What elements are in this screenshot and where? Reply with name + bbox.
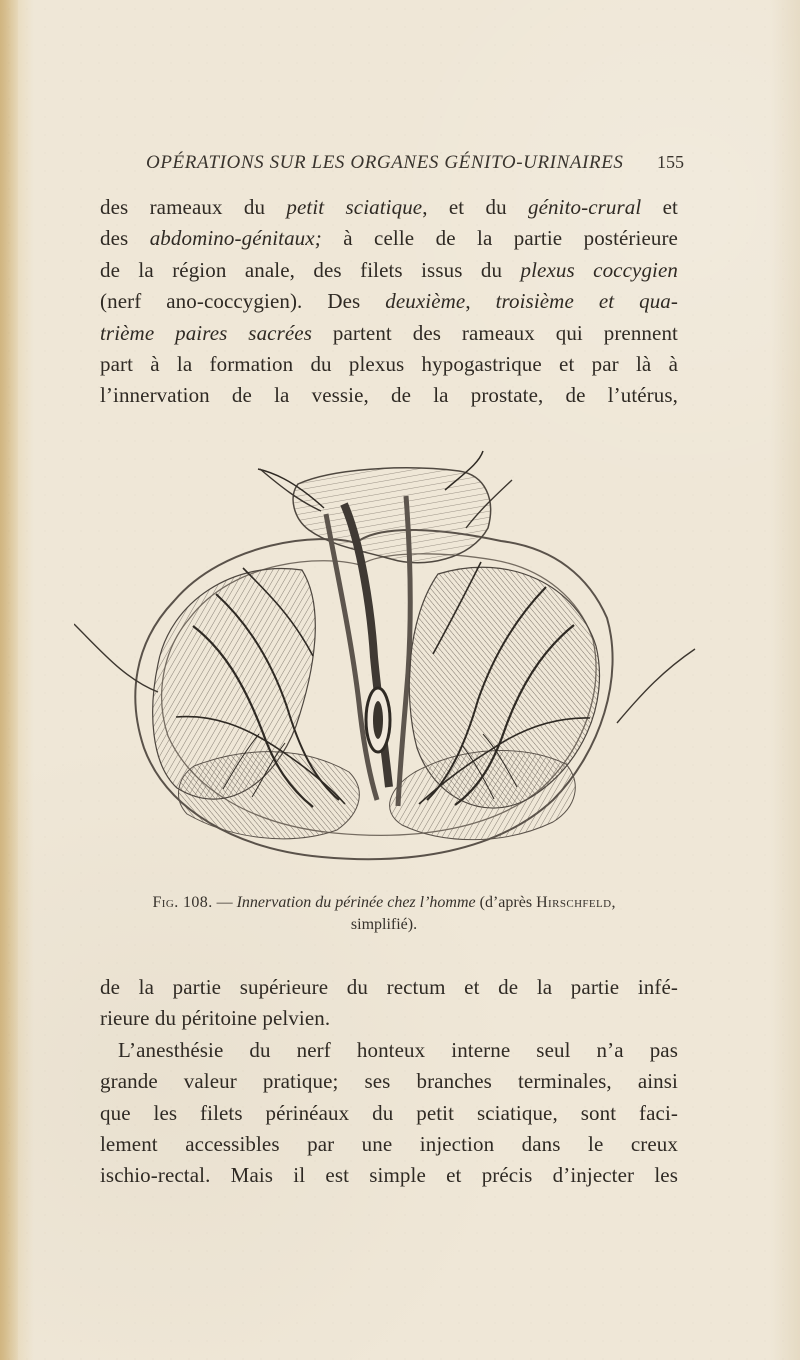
page-header [146, 152, 684, 178]
paragraph-2-line-1: de la partie supérieure du rectum et de la partie infé- [100, 975, 678, 999]
caption-line-2: simplifié). [350, 916, 418, 933]
running-head: OPÉRATIONS SUR LES ORGANES GÉNITO-URINAIRES [146, 152, 624, 173]
pointer-line-left [74, 624, 158, 692]
caption-title: Innervation du périnée chez l’homme [236, 894, 476, 911]
paragraph-1-line-3 [100, 255, 678, 286]
text-run [574, 289, 599, 313]
lower-left-region [179, 752, 360, 839]
paragraph-3-line-4: lement accessibles par une injection dans le creux [100, 1132, 678, 1157]
caption-source-prefix: (d’après [475, 894, 537, 911]
italic-text-run: troisième [495, 289, 574, 314]
lower-right-region [390, 751, 576, 840]
italic-text-run: et qua- [598, 289, 678, 314]
italic-text-run: trième paires sacrées [100, 320, 312, 345]
paragraph-3-line-3: que les filets périnéaux du petit sciatique, sont faci- [100, 1100, 678, 1125]
caption-source-suffix: , [611, 894, 616, 911]
paragraph-1-line-7: l’innervation de la vessie, de la prostate, de l’utérus, [100, 383, 678, 408]
paragraph-1 [100, 192, 678, 412]
paragraph-3-line-5: ischio-rectal. Mais il est simple et précis d’injecter les [100, 1163, 678, 1188]
figure-label: Fig. 108. [152, 894, 213, 911]
paragraph-2-line-2: rieure du péritoine pelvien. [100, 1006, 331, 1031]
paragraph-1-line-1 [100, 192, 678, 223]
paragraph-1-line-4 [100, 286, 678, 317]
caption-dash: — [212, 894, 237, 911]
text-run: des rameaux du [100, 195, 287, 219]
text-run: (nerf ano-coccygien). Des [100, 289, 386, 314]
paragraph-3-line-1: L’anesthésie du nerf honteux interne seul n’a pas [118, 1037, 678, 1062]
caption-line-1 [94, 892, 674, 914]
italic-text-run: génito-crural [528, 195, 642, 219]
text-run: , [465, 289, 496, 314]
italic-text-run: plexus coccygien [520, 257, 678, 282]
left-center-band [326, 514, 377, 800]
upper-structure [293, 468, 490, 563]
continued-text [100, 972, 678, 1192]
paragraph-3-line-2: grande valeur pratique; ses branches terminales, ainsi [100, 1069, 678, 1094]
text-run: et [641, 195, 678, 219]
text-run: , et du [422, 195, 529, 219]
paragraph-1-line-5 [100, 318, 678, 349]
anal-center [373, 701, 383, 739]
italic-text-run: petit sciatique [286, 195, 423, 219]
caption-source-name: Hirschfeld [536, 894, 612, 911]
page-edge [0, 0, 18, 1360]
innervation-illustration [74, 444, 696, 888]
pointer-line-right [617, 649, 695, 723]
text-run: des [100, 226, 150, 251]
italic-text-run: abdomino-génitaux; [149, 226, 322, 251]
figure-caption [94, 892, 674, 936]
page-number: 155 [657, 152, 684, 172]
anatomical-figure [74, 444, 696, 888]
paragraph-1-line-6: part à la formation du plexus hypogastrique et par là à [100, 352, 678, 377]
paragraph-1-line-2 [100, 223, 678, 254]
text-run: à celle de la partie postérieure [321, 226, 678, 251]
text-run: de la région anale, des filets issus du [100, 257, 521, 282]
italic-text-run: deuxième [385, 289, 466, 314]
text-run: partent des rameaux qui prennent [311, 320, 678, 345]
